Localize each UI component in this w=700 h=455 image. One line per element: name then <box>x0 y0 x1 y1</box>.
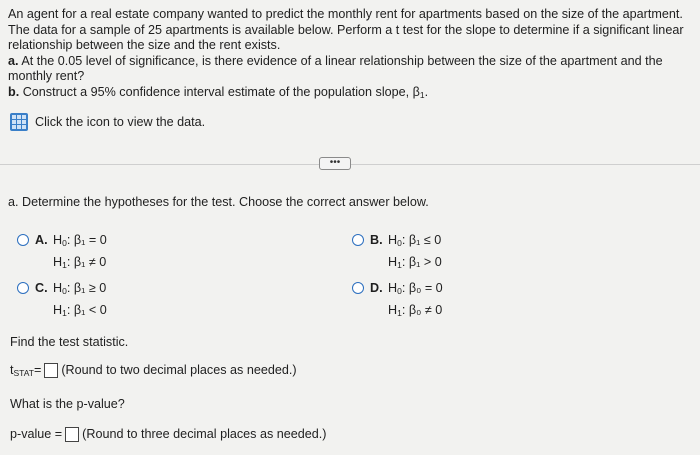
option-d-hypotheses <box>388 279 443 323</box>
option-a[interactable] <box>17 233 107 275</box>
data-link-row[interactable] <box>10 113 205 131</box>
pvalue-row <box>10 427 327 442</box>
part-b-end: . <box>424 84 429 99</box>
part-b-label: b. <box>8 84 20 99</box>
option-c-h1: $H_1$: β₁ < 0 <box>53 303 107 318</box>
tstat-label: t <box>10 363 14 377</box>
question-part-b <box>8 85 694 104</box>
section-a-prompt: a. Determine the hypotheses for the test. Choose the correct answer below. <box>8 195 429 209</box>
question-text <box>8 7 694 104</box>
data-link-text[interactable]: Click the icon to view the data. <box>35 115 206 129</box>
option-b-h1: $H_1$: β₁ > 0 <box>388 255 442 270</box>
option-a-hypotheses <box>53 231 107 275</box>
option-b-letter: B. <box>370 233 383 247</box>
option-c-hypotheses <box>53 279 107 323</box>
option-c-letter: C. <box>35 281 48 295</box>
find-test-statistic: Find the test statistic. <box>10 335 129 349</box>
part-b-subscript: 1 <box>419 89 425 100</box>
option-b-radio[interactable] <box>352 234 364 246</box>
option-d-radio[interactable] <box>352 282 364 294</box>
option-a-h0: $H_0$: β₁ = 0 <box>53 233 107 248</box>
option-b[interactable] <box>352 233 442 275</box>
tstat-row <box>10 363 297 378</box>
part-a-label: a. <box>8 53 19 68</box>
option-b-h0: $H_0$: β₁ ≤ 0 <box>388 233 442 248</box>
question-part-a <box>8 54 694 85</box>
option-a-letter: A. <box>35 233 48 247</box>
option-a-radio[interactable] <box>17 234 29 246</box>
part-b-text: Construct a 95% confidence interval estimate of the population slope, β <box>22 84 420 99</box>
option-d-h1: $H_1$: β₀ ≠ 0 <box>388 303 443 318</box>
option-b-hypotheses <box>388 231 442 275</box>
expand-more-button[interactable]: ••• <box>319 157 351 170</box>
tstat-input[interactable] <box>44 363 58 378</box>
option-c-h0: $H_0$: β₁ ≥ 0 <box>53 281 107 296</box>
option-c-radio[interactable] <box>17 282 29 294</box>
option-c[interactable] <box>17 281 107 323</box>
tstat-subscript: STAT <box>13 368 34 378</box>
pvalue-question: What is the p-value? <box>10 397 125 411</box>
tstat-equals: = <box>33 363 42 377</box>
pvalue-input[interactable] <box>65 427 79 442</box>
question-intro: An agent for a real estate company wanted to predict the monthly rent for apartments based on the size of the apartment. The data for a sample of 25 apartments is available below. Perform a t test for the slope to determine if a significant linear relationship between the size and the rent exists. <box>8 7 684 53</box>
pvalue-hint: (Round to three decimal places as needed.) <box>82 427 327 441</box>
option-a-h1: $H_1$: β₁ ≠ 0 <box>53 255 107 270</box>
pvalue-label: p-value = <box>10 427 63 441</box>
option-d[interactable] <box>352 281 443 323</box>
part-a-text: At the 0.05 level of significance, is there evidence of a linear relationship between the size of the apartment and the monthly rent? <box>8 53 663 84</box>
data-table-icon[interactable] <box>10 113 28 131</box>
tstat-hint: (Round to two decimal places as needed.) <box>61 363 297 377</box>
option-d-letter: D. <box>370 281 383 295</box>
option-d-h0: $H_0$: β₀ = 0 <box>388 281 443 296</box>
